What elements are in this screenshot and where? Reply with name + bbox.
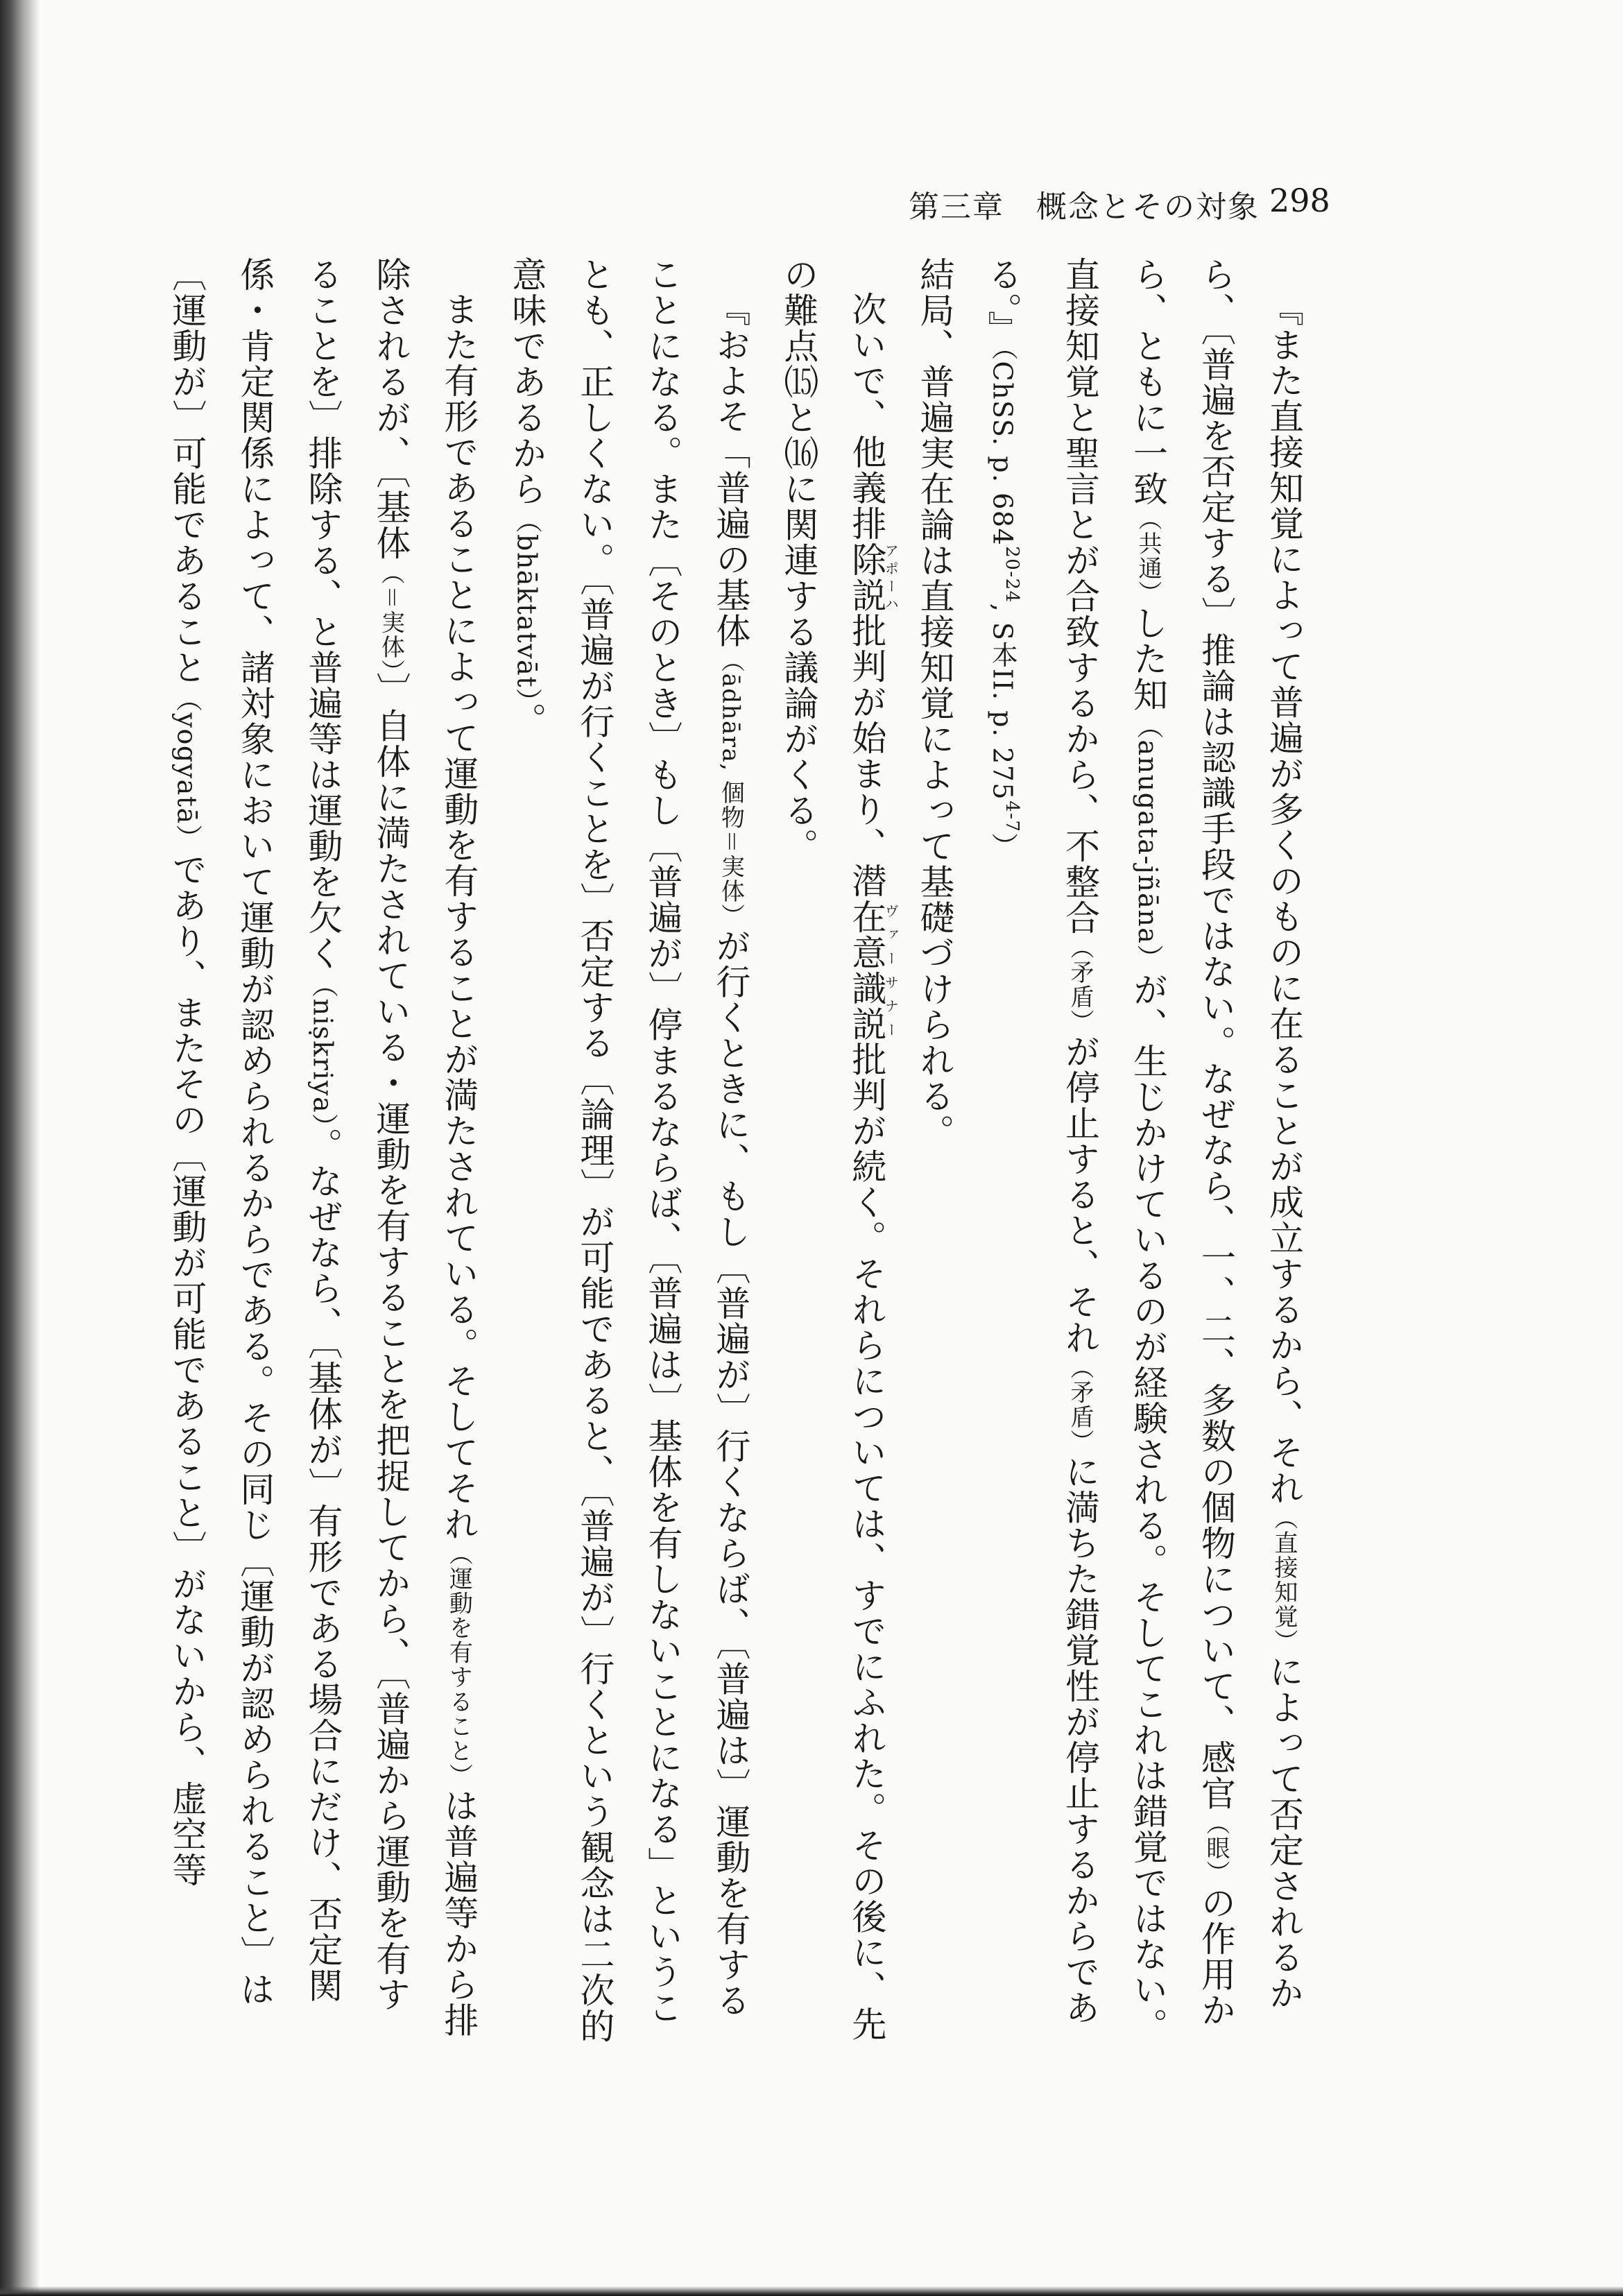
main-text-block bbox=[166, 257, 1318, 2046]
page-number: 298 bbox=[1269, 182, 1330, 219]
scan-binding-shadow bbox=[0, 0, 40, 2296]
ruby-annotation: 在意識説ヴァーサナー bbox=[846, 898, 900, 1042]
paragraph-motion: また有形であることによって運動を有することが満たされている。そしてそれ（運動を有すること）は普遍等から排除されるが、〔基体（＝実体）〕自体に満たされている・運動を有することを把捉してから、〔普遍から運動を有することを〕排除する、と普遍等は運動を欠く（niṣkriya）。なぜなら、〔基体が〕有形である場合にだけ、否定関係・肯定関係によって、諸対象において運動が認められるからである。その同じ〔運動が認められること〕は〔運動が〕可能であること（yogyatā）であり、またその〔運動が可能であること〕がないから、虚空等 bbox=[166, 257, 479, 2038]
paragraph-apoha: 次いで、他義排除説アポーハ批判が始まり、潜在意識説ヴァーサナー批判が続く。それらについては、すでにふれた。その後に、先の難点⒂と⒃に関連する議論がくる。 bbox=[778, 257, 900, 2042]
scan-bottom-edge bbox=[0, 2286, 1623, 2296]
citation: （ChSS. p. 684$^{20-24}$, S本II. p. 275$^{4-7}$） bbox=[987, 346, 1022, 860]
paragraph-conclusion: 結局、普遍実在論は直接知覚によって基礎づけられる。 bbox=[914, 257, 955, 1150]
running-header: 第三章 概念とその対象 bbox=[909, 189, 1260, 225]
paragraph-quote-1: 『また直接知覚によって普遍が多くのものに在ることが成立するから、それ（直接知覚）によって否定されるから、〔普遍を否定する〕推論は認識手段ではない。なぜなら、一、二、多数の個物について、感官（眼）の作用から、ともに一致（共通）した知（anugata-jñāna）が、生じかけているのが経験される。そしてこれは錯覚ではない。直接知覚と聖言とが合致するから、不整合（矛盾）が停止すると、それ（矛盾）に満ちた錯覚性が停止するからである。』（ChSS. p. 684$^{20-24}$, S本II. p. 275$^{4-7}$） bbox=[982, 257, 1304, 2044]
paragraph-quote-2: 『およそ「普遍の基体（ādhāra, 個物＝実体）が行くときに、もし〔普遍が〕行くならば、〔普遍は〕運動を有することになる。また〔そのとき〕もし〔普遍が〕停まるならば、〔普遍は〕基体を有しないことになる」ということも、正しくない。〔普遍が行くことを〕否定する〔論理〕が可能であると、〔普遍が〕行くという観念は二次的意味であるから（bhāktatvāt）。 bbox=[506, 257, 751, 2044]
ruby-annotation: 除説アポーハ bbox=[846, 541, 900, 613]
